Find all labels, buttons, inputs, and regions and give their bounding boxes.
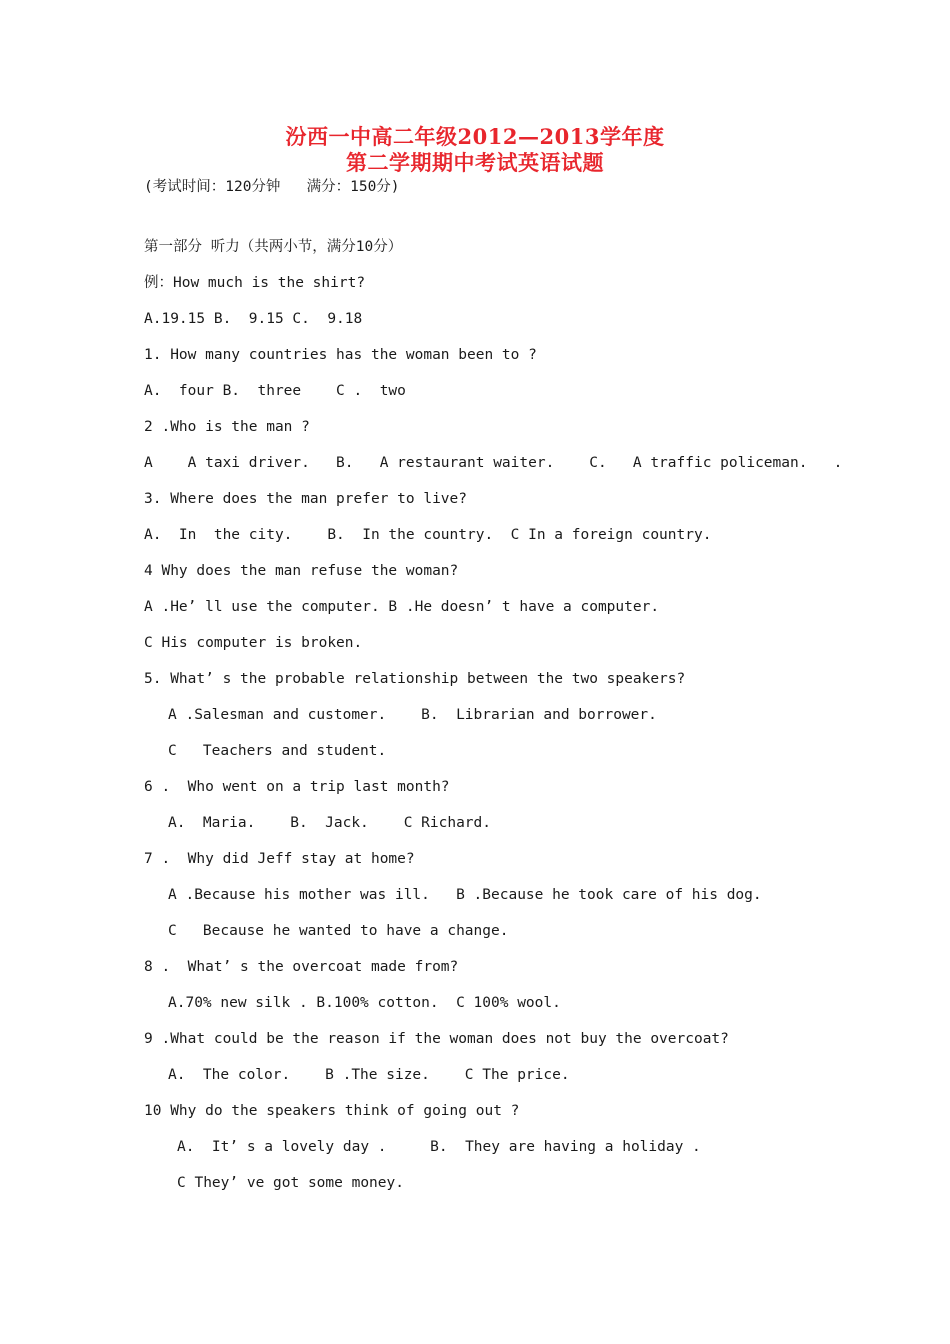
question-10-options-c: C They’ ve got some money.: [177, 1175, 404, 1191]
exam-info: (考试时间：120分钟 满分：150分): [144, 179, 400, 195]
question-5-options-c: C Teachers and student.: [168, 743, 387, 759]
question-10-options-ab: A. It’ s a lovely day . B. They are having a holiday .: [177, 1139, 701, 1155]
section-heading: 第一部分 听力（共两小节，满分10分）: [144, 239, 403, 255]
question-10: 10 Why do the speakers think of going out ?: [144, 1103, 520, 1119]
question-7-options-c: C Because he wanted to have a change.: [168, 923, 509, 939]
exam-title-line1: 汾西一中高二年级2012—2013学年度: [285, 124, 665, 149]
example-options: A.19.15 B. 9.15 C. 9.18: [144, 311, 363, 327]
question-6: 6 . Who went on a trip last month?: [144, 779, 450, 795]
question-2-options: A A taxi driver. B. A restaurant waiter. C. A traffic policeman. .: [144, 455, 843, 471]
question-1: 1. How many countries has the woman been to ?: [144, 347, 537, 363]
question-2: 2 .Who is the man ?: [144, 419, 310, 435]
question-6-options: A. Maria. B. Jack. C Richard.: [168, 815, 492, 831]
question-3-options: A. In the city. B. In the country. C In a foreign country.: [144, 527, 712, 543]
question-7: 7 . Why did Jeff stay at home?: [144, 851, 415, 867]
question-4-options-ab: A .He’ ll use the computer. B .He doesn’ t have a computer.: [144, 599, 660, 615]
question-4-options-c: C His computer is broken.: [144, 635, 363, 651]
question-9: 9 .What could be the reason if the woman does not buy the overcoat?: [144, 1031, 729, 1047]
exam-title-line2: 第二学期期中考试英语试题: [346, 150, 604, 175]
question-8: 8 . What’ s the overcoat made from?: [144, 959, 459, 975]
question-7-options-ab: A .Because his mother was ill. B .Because he took care of his dog.: [168, 887, 762, 903]
question-5: 5. What’ s the probable relationship between the two speakers?: [144, 671, 686, 687]
example-question: 例：How much is the shirt?: [144, 275, 366, 291]
question-9-options: A. The color. B .The size. C The price.: [168, 1067, 570, 1083]
question-5-options-ab: A .Salesman and customer. B. Librarian and borrower.: [168, 707, 657, 723]
question-8-options: A.70% new silk . B.100% cotton. C 100% wool.: [168, 995, 561, 1011]
question-3: 3. Where does the man prefer to live?: [144, 491, 468, 507]
question-4: 4 Why does the man refuse the woman?: [144, 563, 459, 579]
question-1-options: A. four B. three C . two: [144, 383, 406, 399]
